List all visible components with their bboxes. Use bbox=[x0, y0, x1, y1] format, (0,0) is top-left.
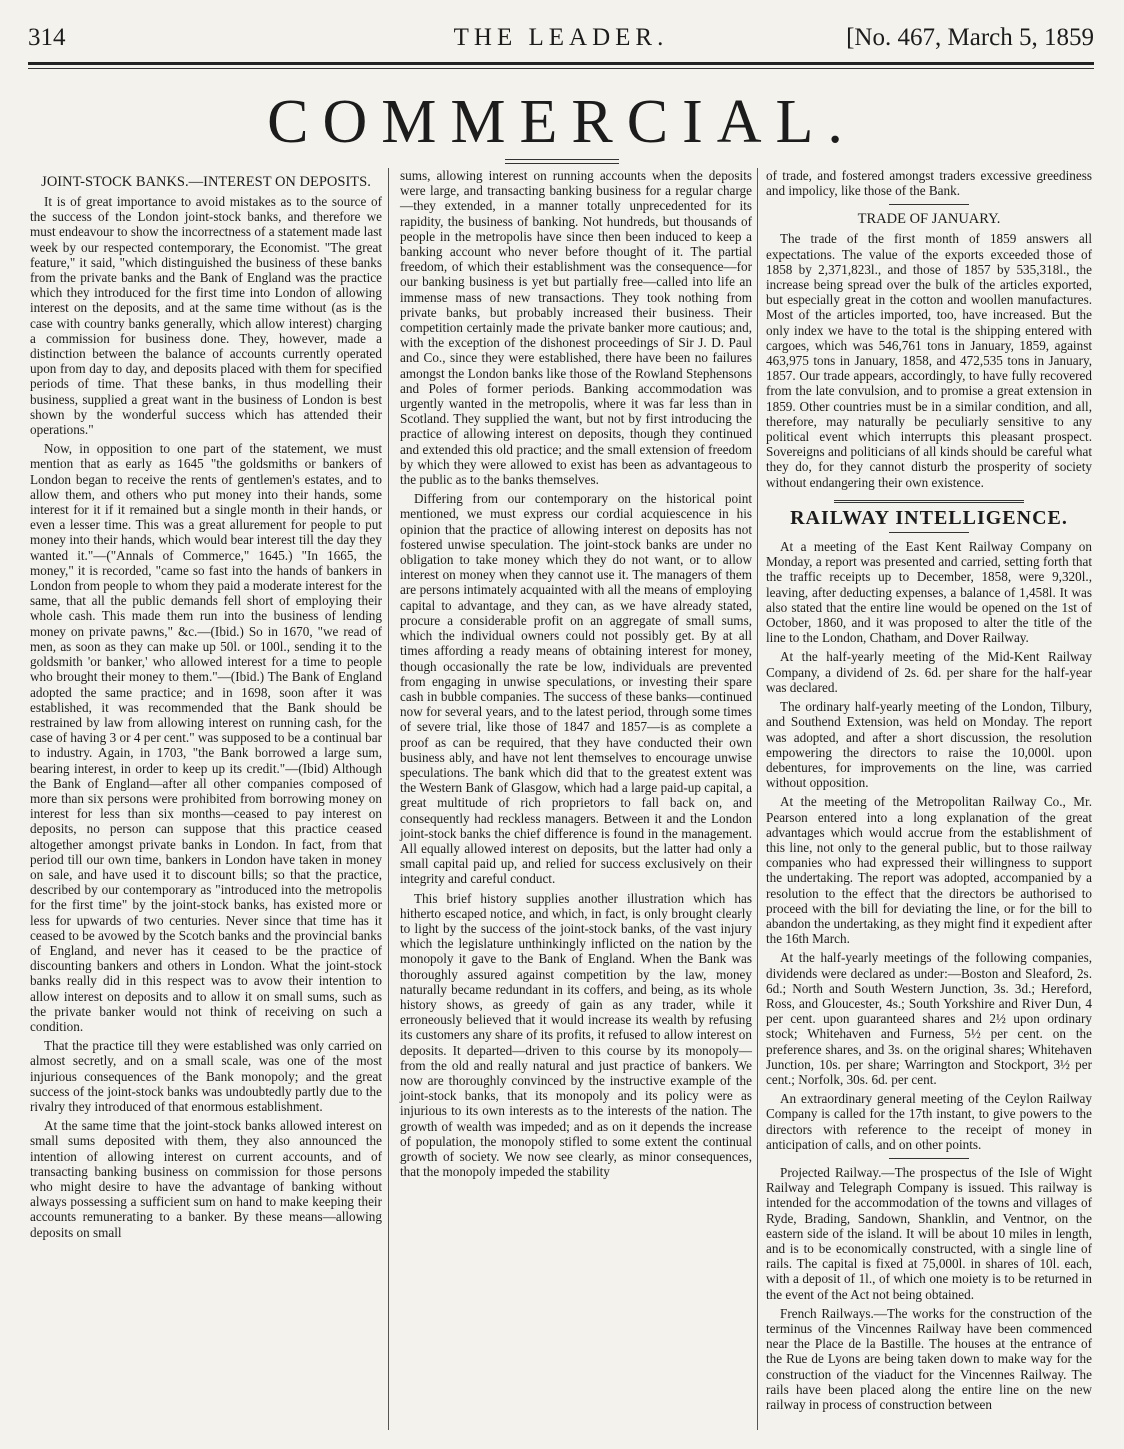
section-rule bbox=[505, 159, 619, 160]
masthead-rule bbox=[28, 62, 1094, 65]
paragraph: of trade, and fostered amongst traders excessive greediness and impolicy, like those of the Bank. bbox=[766, 168, 1092, 199]
paragraph: At the same time that the joint-stock banks allowed interest on small sums deposited with them, they also announced the intention of allowing interest on current accounts, and of transacting banking business on commission for those persons who might desire to have the advantage of banking without always possessing a sufficient sum on hand to make keeping their accounts remunerating to a banker. By these means—allowing deposits on small bbox=[30, 1118, 382, 1240]
railway-heading: RAILWAY INTELLIGENCE. bbox=[790, 506, 1068, 529]
paragraph: Projected Railway.—The prospectus of the Isle of Wight Railway and Telegraph Company is issued. This railway is intended for the accommodation of the towns and villages of Ryde, Brading, Sandown, Shanklin, and Ventnor, on the eastern side of the island. It will be about 10 miles in length, and is to be economically constructed, with a single line of rails. The capital is fixed at 75,000l. in shares of 10l. each, with a deposit of 1l., of which one moiety is to be returned in the event of the Act not being obtained. bbox=[766, 1164, 1092, 1302]
newspaper-title: THE LEADER. bbox=[453, 24, 669, 51]
paragraph: At the half-yearly meetings of the following companies, dividends were declared as under:—Boston and Sleaford, 2s. 6d.; North and South Western Junction, 3s. 3d.; Hereford, Ross, and Gloucester, 4s.; South Yorkshire and River Dun, 4 per cent. upon guaranteed shares and 2½ upon ordinary stock; Whitehaven and Furness, 5½ per cent. on the preference shares, and 3s. on the original shares; Whitehaven Junction, 10s. per share; Warrington and Stockport, 3½ per cent.; Norfolk, 30s. 6d. per cent. bbox=[766, 950, 1092, 1087]
paragraph: Now, in opposition to one part of the statement, we must mention that as early as 1645 "the goldsmiths or bankers of London began to receive the rents of gentlemen's estates, and to allow them, and others who put money into their hands, some interest for it if it remained but a single month in their hands, or even a lesser time. This was a great allurement for people to put money into their hands, which would bear interest till the day they wanted it."—("Annals of Commerce," 1645.) "In 1665, the money," it is recorded, "came so fast into the hands of bankers in London from people to whom they paid a moderate interest for the same, that all the public demands fell short of employing their whole cash. This made them run into the business of lending money on private pawns," &c.—(Ibid.) So in 1670, "we read of men, as soon as they can make up 50l. or 100l., sending it to the goldsmith 'or banker,' who allowed interest for a time to people who brought their money to them."—(Ibid.) The Bank of England adopted the same practice; and in 1698, soon after it was established, it was recommended that the Bank should be restrained by law from allowing interest on running cash, for the case of having 3 or 4 per cent." was supposed to be a continual bar to industry. Again, in 1703, "the Bank borrowed a large sum, bearing interest, in order to keep up its credit."—(Ibid) Although the Bank of England—after all other companies composed of more than six persons were prohibited from borrowing money on interest for less than six months—ceased to pay interest on deposits, no person can suppose that this practice ceased altogether amongst private banks in London. In fact, from that period till our own time, bankers in London have taken in money on sale, and have used it to discount bills; so that the practice, described by our contemporary as "introduced into the metropolis for the first time" by the joint-stock banks, has existed more or less for upwards of two centuries. Never since that time has it ceased to be avowed by the Scotch banks and the provincial banks of England, and never has it ceased to be the practice of discounting bankers and others in London. What the joint-stock banks really did in this respect was to avow their intention to allow interest on deposits and to allow it on small sums, such as the private banker would not think of receiving on such a condition. bbox=[30, 441, 382, 1034]
divider bbox=[889, 532, 969, 533]
masthead bbox=[28, 18, 1094, 58]
column-2 bbox=[400, 168, 752, 1183]
column-3 bbox=[766, 168, 1092, 1416]
paragraph: An extraordinary general meeting of the Ceylon Railway Company is called for the 17th instant, to give powers to the directors with reference to the receipt of money in anticipation of calls, and on other points. bbox=[766, 1091, 1092, 1152]
section-rule bbox=[505, 163, 619, 164]
paragraph: At the meeting of the Metropolitan Railway Co., Mr. Pearson entered into a long explanation of the great advantages which would accrue from the establishment of this line, not only to the general public, but to those railway companies who had expressed their willingness to support the undertaking. The report was adopted, accompanied by a resolution to the effect that the directors be authorised to proceed with the bill for deviating the line, or for the bill to abandon the undertaking, as they might find it expedient after the 16th March. bbox=[766, 794, 1092, 947]
trade-heading: TRADE OF JANUARY. bbox=[857, 211, 1001, 228]
paragraph: sums, allowing interest on running accounts when the deposits were large, and transacting banking business for a regular charge—they extended, in a manner totally unprecedented for its rapidity, the business of banking. Not hundreds, but thousands of people in the metropolis have since then been induced to keep a banking account who never before thought of it. The partial freedom, of which their establishment was the consequence—for our banking business is yet but partially free—called into life an immense mass of new transactions. They took nothing from private banks, but probably increased their business. Their competition certainly made the private banker more cautious; and, with the exception of the dishonest proceedings of Sir J. D. Paul and Co., since they were established, there have been no failures amongst the London banks like those of the Rowland Stephensons and Poles of former periods. Banking accommodation was urgently wanted in the metropolis, where it was far less than in Scotland. They supplied the want, but not by first introducing the practice of allowing interest on deposits, though they continued and extended this old practice; and the small extension of freedom by which they were allowed to exist has been as advantageous to the public as to the banks themselves. bbox=[400, 168, 752, 488]
article-heading: JOINT-STOCK BANKS.—INTEREST ON DEPOSITS. bbox=[41, 174, 371, 190]
divider bbox=[889, 204, 969, 205]
paragraph: The ordinary half-yearly meeting of the London, Tilbury, and Southend Extension, was held on Monday. The report was adopted, and after a short discussion, the resolution empowering the directors to raise the 10,000l. upon debentures, for improvements on the line, was carried without opposition. bbox=[766, 699, 1092, 791]
column-1 bbox=[30, 168, 382, 1244]
paragraph: At a meeting of the East Kent Railway Company on Monday, a report was presented and carried, setting forth that the traffic receipts up to December, 1858, were 9,320l., leaving, after deducting expenses, a balance of 1,458l. It was also stated that the entire line would be opened on the 1st of October, 1860, and it was proposed to alter the title of the line to the London, Chatham, and Dover Railway. bbox=[766, 539, 1092, 646]
paragraph: This brief history supplies another illustration which has hitherto escaped notice, and which, in fact, is only brought clearly to light by the success of the joint-stock banks, of the vast injury which the legislature unthinkingly inflicted on the nation by the monopoly it gave to the Bank of England. When the Bank was thoroughly assured against competition by the law, money naturally became redundant in its coffers, and being, as its whole history shows, as greedy of gain as any trader, while it erroneously believed that it would increase its wealth by refusing its customers any share of its profits, it refused to allow interest on deposits. It departed—driven to this course by its monopoly—from the old and really natural and just practice of bankers. We now are thoroughly convinced by the instructive example of the joint-stock banks, that its monopoly and its policy were as injurious to its own interests as to the interests of the nation. The growth of wealth was impeded; and as on it depends the increase of population, the monopoly stifled to some extent the continual growth of society. We now see clearly, as minor consequences, that the monopoly impeded the stability bbox=[400, 890, 752, 1180]
paragraph: That the practice till they were established was only carried on almost secretly, and on a small scale, was one of the most injurious consequences of the Bank monopoly; and the great success of the joint-stock banks was undoubtedly partly due to the rivalry they introduced of that enormous establishment. bbox=[30, 1038, 382, 1114]
divider bbox=[889, 1158, 969, 1159]
paragraph: French Railways.—The works for the construction of the terminus of the Vincennes Railway have been commenced near the Place de la Bastille. The houses at the entrance of the Rue de Lyons are being taken down to make way for the construction of the viaduct for the Vincennes Railway. The rails have been placed along the entire line on the new railway in process of construction between bbox=[766, 1305, 1092, 1413]
paragraph: At the half-yearly meeting of the Mid-Kent Railway Company, a dividend of 2s. 6d. per share for the half-year was declared. bbox=[766, 649, 1092, 695]
paragraph: It is of great importance to avoid mistakes as to the source of the success of the London joint-stock banks, and therefore we must endeavour to show the incorrectness of a statement made last week by our respected contemporary, the Economist. "The great feature," it said, "which distinguished the business of these banks from the private banks and the Bank of England was the practice which they introduced for the first time into London of allowing interest on the deposits, and at the same time without (as is the case with country banks generally, which allow interest) charging a commission for business done. They, however, made a distinction between the balance of accounts currently operated upon from day to day, and deposits placed with them for specified periods of time. That these banks, in thus modelling their business, supplied a great want in the business of London is best shown by the wonderful success which has attended their operations." bbox=[30, 194, 382, 438]
column-divider bbox=[388, 168, 389, 1430]
section-title: COMMERCIAL. bbox=[267, 88, 857, 156]
divider bbox=[834, 500, 1024, 505]
issue-info: [No. 467, March 5, 1859 bbox=[846, 24, 1094, 51]
column-divider bbox=[757, 168, 758, 1430]
masthead-rule-thin bbox=[28, 68, 1094, 69]
page-number: 314 bbox=[28, 24, 66, 51]
paragraph: The trade of the first month of 1859 answers all expectations. The value of the exports exceeded those of 1858 by 2,371,823l., and those of 1857 by 535,318l., the increase being spread over the bulk of the articles exported, but especially great in the cotton and woollen manufactures. Most of the articles imported, too, have increased. But the only index we have to the total is the shipping entered with cargoes, which was 546,761 tons in January, 1859, against 463,975 tons in January, 1858, and 472,535 tons in January, 1857. Our trade appears, accordingly, to have fully recovered from the late convulsion, and to promise a great extension in 1859. Other countries must be in a similar condition, and all, therefore, may naturally be peculiarly sensitive to any political event which interrupts this pleasant prospect. Sovereigns and politicians of all kinds should be careful what they do, for they cannot disturb the prosperity of society without endangering their own existence. bbox=[766, 231, 1092, 490]
paragraph: Differing from our contemporary on the historical point mentioned, we must express our cordial acquiescence in his opinion that the practice of allowing interest on deposits has not fostered unwise speculation. The joint-stock banks are under no obligation to take money which they do not want, or to allow interest on money when they cannot use it. The managers of them are persons intimately acquainted with all the means of employing capital to advantage, and they can, as we have already stated, procure a considerable profit on an aggregate of small sums, which the individual owners could not possibly get. By at all times affording a ready means of obtaining interest for money, though occasionally the rate be low, individuals are prevented from engaging in unwise speculations, or investing their spare cash in bubble companies. The success of these banks—continued now for several years, and to the latest period, through some times of severe trial, like those of 1847 and 1857—is as complete a proof as can be required, that they have conducted their own business ably, and have not lent themselves to encourage unwise speculations. The bank which did that to the greatest extent was the Western Bank of Glasgow, which had a large paid-up capital, a great multitude of rich proprietors to fall back on, and consequently had reckless managers. Between it and the London joint-stock banks the chief difference is found in the management. All equally allowed interest on deposits, but the latter had only a small capital paid up, and relied for success exclusively on their integrity and careful conduct. bbox=[400, 491, 752, 887]
